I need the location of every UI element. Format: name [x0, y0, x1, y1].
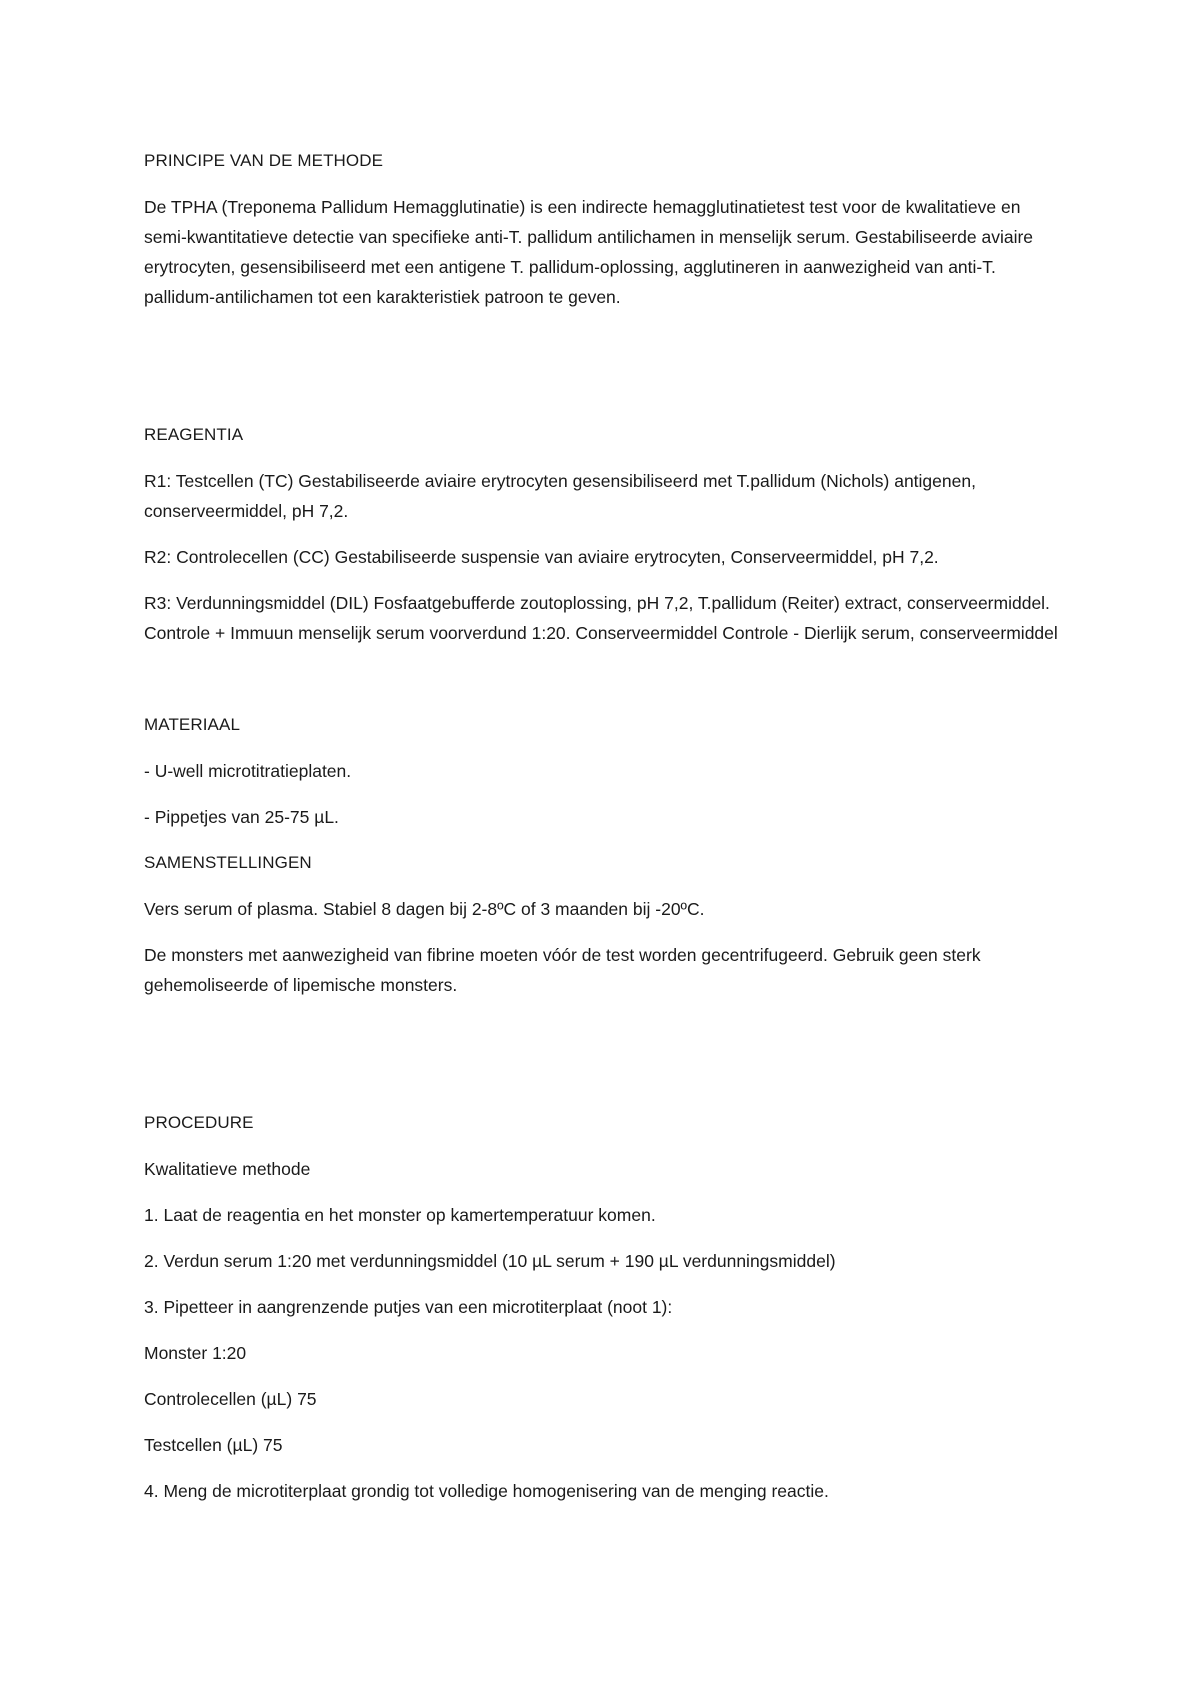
material-item: - U-well microtitratieplaten.: [144, 761, 352, 781]
procedure-line: Controlecellen (µL) 75: [144, 1389, 317, 1409]
procedure-line: Monster 1:20: [144, 1343, 247, 1363]
procedure-step: 2. Verdun serum 1:20 met verdunningsmiddel (10 µL serum + 190 µL verdunningsmiddel): [144, 1251, 836, 1271]
section-title-samenstellingen: SAMENSTELLINGEN: [144, 853, 312, 872]
procedure-step: 1. Laat de reagentia en het monster op kamertemperatuur komen.: [144, 1205, 656, 1225]
section-title-principe: PRINCIPE VAN DE METHODE: [144, 151, 384, 170]
composition-item: De monsters met aanwezigheid van fibrine moeten vóór de test worden gecentrifugeerd. Gebruik geen sterk gehemoliseerde of lipemische monsters.: [144, 945, 981, 995]
material-item: - Pippetjes van 25-75 µL.: [144, 807, 339, 827]
procedure-step: 4. Meng de microtiterplaat grondig tot volledige homogenisering van de menging reactie.: [144, 1481, 829, 1501]
reagent-r3: R3: Verdunningsmiddel (DIL) Fosfaatgebufferde zoutoplossing, pH 7,2, T.pallidum (Reiter) extract, conserveermiddel. Controle + Immuun menselijk serum voorverdund 1:20. Conserveermiddel Controle - Dierlijk serum, conserveermiddel: [144, 593, 1058, 643]
composition-item: Vers serum of plasma. Stabiel 8 dagen bij 2-8ºC of 3 maanden bij -20ºC.: [144, 899, 705, 919]
reagent-r1: R1: Testcellen (TC) Gestabiliseerde aviaire erytrocyten gesensibiliseerd met T.pallidum (Nichols) antigenen, conserveermiddel, pH 7,2.: [144, 471, 976, 521]
spacer: [144, 664, 1064, 710]
reagent-r2: R2: Controlecellen (CC) Gestabiliseerde suspensie van aviaire erytrocyten, Conserveermiddel, pH 7,2.: [144, 547, 939, 567]
section-title-procedure: PROCEDURE: [144, 1113, 254, 1132]
procedure-subtitle: Kwalitatieve methode: [144, 1159, 311, 1179]
procedure-line: Testcellen (µL) 75: [144, 1435, 283, 1455]
section-title-reagentia: REAGENTIA: [144, 425, 244, 444]
procedure-step: 3. Pipetteer in aangrenzende putjes van een microtiterplaat (noot 1):: [144, 1297, 673, 1317]
spacer: [144, 1016, 1064, 1108]
section-title-materiaal: MATERIAAL: [144, 715, 240, 734]
paragraph-principe: De TPHA (Treponema Pallidum Hemagglutinatie) is een indirecte hemagglutinatietest test voor de kwalitatieve en semi-kwantitatieve detectie van specifieke anti-T. pallidum antilichamen in menselijk serum. Gestabiliseerde aviaire erytrocyten, gesensibiliseerd met een antigene T. pallidum-oplossing, agglutineren in aanwezigheid van anti-T. pallidum-antilichamen tot een karakteristiek patroon te geven.: [144, 197, 1034, 307]
document-content: [144, 146, 1064, 1522]
spacer: [144, 328, 1064, 420]
